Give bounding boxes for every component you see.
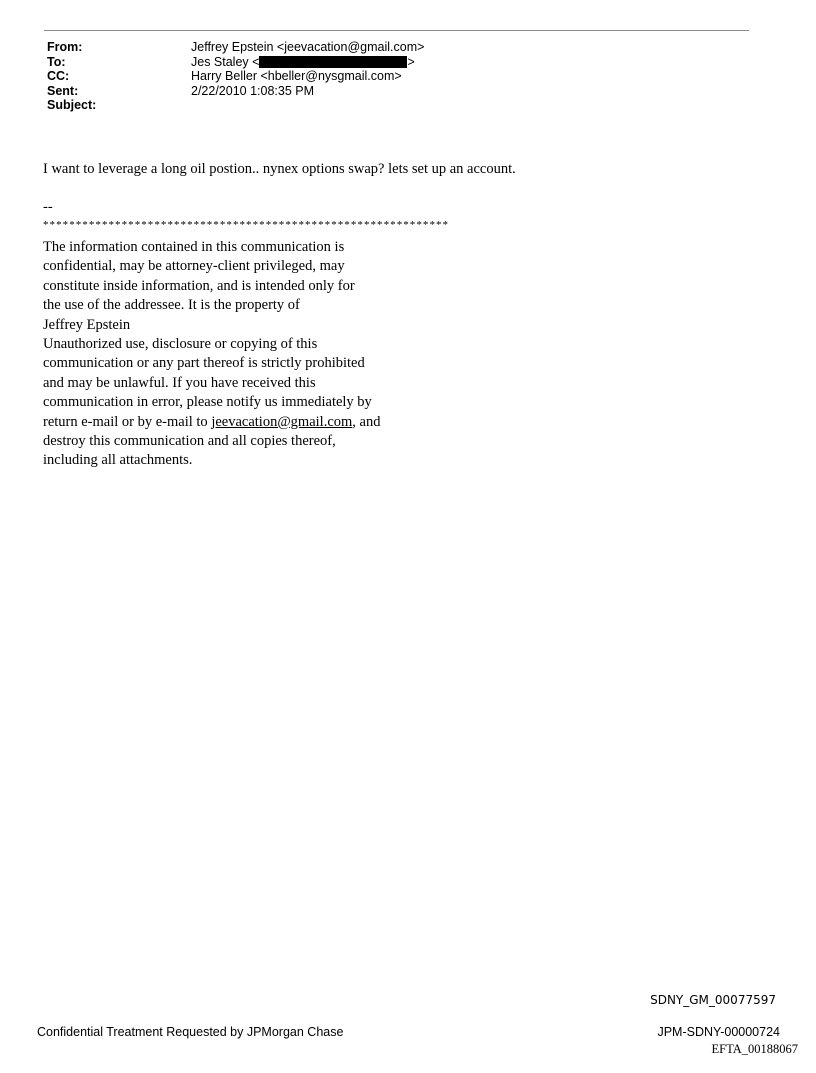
sent-value: 2/22/2010 1:08:35 PM — [191, 83, 315, 98]
disclaimer-line: Jeffrey Epstein — [43, 316, 131, 333]
from-value: Jeffrey Epstein <jeevacation@gmail.com> — [191, 40, 425, 54]
disclaimer-line: including all attachments. — [43, 452, 193, 469]
asterisk-divider: ************************************************************** — [43, 219, 450, 231]
bates-number-jpm: JPM-SDNY-00000724 — [657, 1025, 780, 1039]
message-body: I want to leverage a long oil postion.. nynex options swap? lets set up an account. — [43, 161, 516, 177]
disclaimer-line: The information contained in this communication is — [43, 239, 345, 255]
signature-separator: -- — [43, 199, 53, 215]
cc-label: CC: — [47, 69, 70, 83]
disclaimer-line: Unauthorized use, disclosure or copying of this — [43, 335, 318, 352]
to-label: To: — [47, 54, 66, 69]
from-label: From: — [47, 40, 83, 54]
confidential-treatment-notice: Confidential Treatment Requested by JPMorgan Chase — [37, 1025, 344, 1039]
return-line-suffix: , and — [352, 413, 381, 430]
disclaimer-line: the use of the addressee. It is the property of — [43, 297, 300, 314]
bates-number-efta: EFTA_00188067 — [711, 1042, 798, 1056]
subject-label: Subject: — [47, 98, 97, 112]
sent-label: Sent: — [47, 83, 79, 98]
email-link[interactable]: jeevacation@gmail.com — [211, 413, 353, 430]
disclaimer-line: communication in error, please notify us immediately by — [43, 394, 372, 411]
to-value — [191, 55, 415, 70]
redaction-box — [259, 56, 407, 68]
disclaimer-line: confidential, may be attorney-client privileged, may — [43, 258, 345, 275]
disclaimer-line: destroy this communication and all copies thereof, — [43, 432, 336, 449]
disclaimer-line: constitute inside information, and is intended only for — [43, 277, 355, 294]
top-divider — [44, 30, 749, 31]
disclaimer-return-line — [43, 413, 380, 432]
to-value-suffix: > — [407, 54, 415, 69]
cc-value: Harry Beller <hbeller@nysgmail.com> — [191, 69, 402, 83]
return-line-prefix: return e-mail or by e-mail to — [43, 413, 212, 430]
disclaimer-line: communication or any part thereof is strictly prohibited — [43, 355, 365, 372]
disclaimer-line: and may be unlawful. If you have received this — [43, 374, 316, 391]
confidentiality-disclaimer — [43, 238, 380, 471]
bates-number-sdny: SDNY_GM_00077597 — [650, 993, 776, 1007]
to-value-prefix: Jes Staley < — [191, 54, 260, 69]
